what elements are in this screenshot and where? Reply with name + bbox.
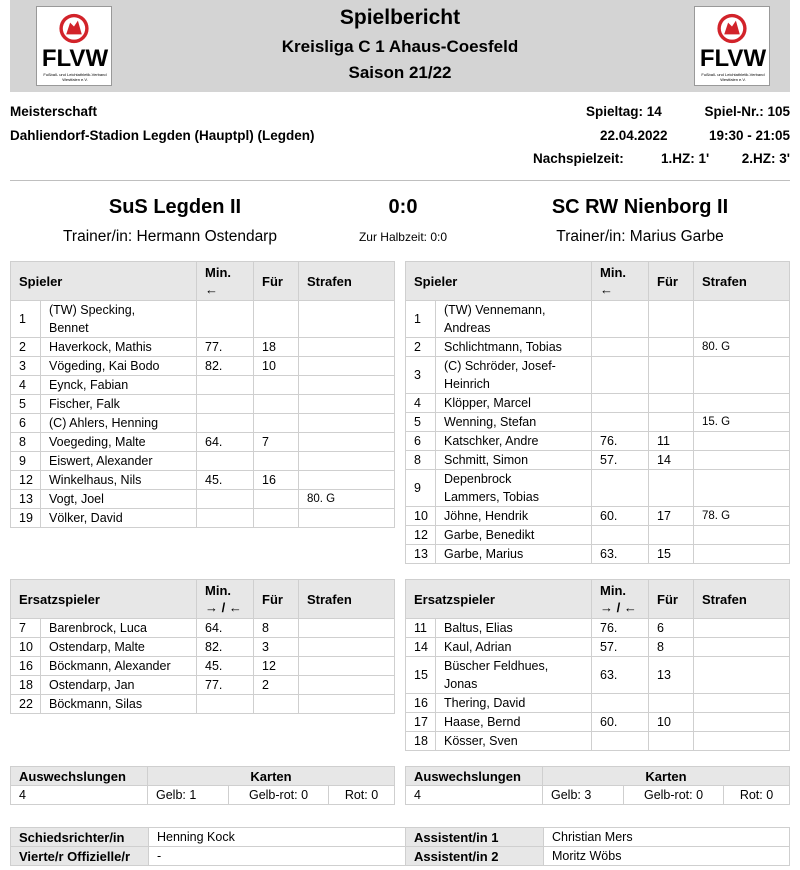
substitution-minute [592,394,649,413]
penalty [694,526,790,545]
substituted-for: 8 [254,619,299,638]
for-header: Für [254,580,299,619]
substituted-for [254,695,299,714]
referee-name: Henning Kock [149,828,406,847]
league-name: Kreisliga C 1 Ahaus-Coesfeld [281,37,519,56]
minute-header: Min. → / ← [197,580,254,619]
for-header: Für [649,262,694,301]
substituted-for [649,357,694,394]
penalty [694,619,790,638]
penalty [299,433,395,452]
substituted-for [254,452,299,471]
substituted-for: 3 [254,638,299,657]
player-name: Kösser, Sven [436,732,592,751]
match-number: Spiel-Nr.: 105 [704,104,790,119]
player-name: Jöhne, Hendrik [436,507,592,526]
substituted-for: 10 [254,357,299,376]
substituted-for: 6 [649,619,694,638]
substitution-minute [197,695,254,714]
player-name: Depenbrock Lammers, Tobias [436,470,592,507]
player-number: 8 [406,451,436,470]
player-row [406,545,790,564]
substitution-minute [197,452,254,471]
penalty: 80. G [299,490,395,509]
penalty [694,713,790,732]
player-row [11,509,395,528]
substituted-for [254,490,299,509]
venue: Dahliendorf-Stadion Legden (Hauptpl) (Legden) [10,128,315,143]
penalty [694,451,790,470]
substituted-for [254,414,299,433]
away-subs-table [405,579,790,751]
cards-header: Karten [543,767,790,786]
home-team-name: SuS Legden II [108,196,242,218]
penalty [694,694,790,713]
substitution-minute: 82. [197,638,254,657]
substitution-minute [197,376,254,395]
penalty [299,395,395,414]
substitution-minute: 45. [197,657,254,676]
player-number: 3 [406,357,436,394]
substitution-minute [197,414,254,433]
player-number: 11 [406,619,436,638]
substituted-for [649,301,694,338]
penalty [299,638,395,657]
for-header: Für [254,262,299,301]
player-name: Klöpper, Marcel [436,394,592,413]
penalty [299,619,395,638]
player-number: 12 [406,526,436,545]
penalty [299,676,395,695]
player-number: 12 [11,471,41,490]
season: Saison 21/22 [348,63,452,82]
player-row [406,357,790,394]
player-row [11,376,395,395]
player-row [406,713,790,732]
player-number: 4 [406,394,436,413]
penalty [299,376,395,395]
penalties-header: Strafen [299,580,395,619]
substituted-for [649,526,694,545]
fourth-official-name: - [149,847,406,866]
player-row [11,338,395,357]
player-row [11,433,395,452]
substituted-for: 2 [254,676,299,695]
substitution-minute [592,732,649,751]
player-name: Vogt, Joel [41,490,197,509]
player-name: Fischer, Falk [41,395,197,414]
substituted-for [254,376,299,395]
penalty: 80. G [694,338,790,357]
assistant2-label: Assistent/in 2 [406,847,544,866]
player-number: 16 [11,657,41,676]
penalties-header: Strafen [299,262,395,301]
player-row [11,657,395,676]
substitution-minute [592,413,649,432]
substitutions-count: 4 [11,786,148,805]
substitution-minute: 82. [197,357,254,376]
logo-text: FLVW [699,45,767,72]
matchday: Spieltag: 14 [586,104,662,119]
player-row [406,470,790,507]
player-name: Garbe, Benedikt [436,526,592,545]
penalty [299,509,395,528]
substituted-for [254,395,299,414]
player-row [11,471,395,490]
player-number: 10 [406,507,436,526]
penalty [299,657,395,676]
substituted-for [649,694,694,713]
player-number: 4 [11,376,41,395]
players-header: Spieler [11,262,197,301]
assistant1-label: Assistent/in 1 [406,828,544,847]
subs-header: Ersatzspieler [406,580,592,619]
minute-header: Min. ← [197,262,254,301]
player-number: 18 [406,732,436,751]
player-number: 17 [406,713,436,732]
substituted-for: 18 [254,338,299,357]
player-number: 3 [11,357,41,376]
match-time: 19:30 - 21:05 [708,128,790,143]
halftime-score: Zur Halbzeit: 0:0 [358,230,448,244]
penalty [299,357,395,376]
player-number: 19 [11,509,41,528]
player-name: Voegeding, Malte [41,433,197,452]
player-name: Haverkock, Mathis [41,338,197,357]
penalty [694,732,790,751]
substitution-minute [197,395,254,414]
substituted-for: 8 [649,638,694,657]
substituted-for [649,732,694,751]
penalty: 15. G [694,413,790,432]
player-name: Böckmann, Silas [41,695,197,714]
cards-header: Karten [148,767,395,786]
player-number: 9 [11,452,41,471]
player-number: 16 [406,694,436,713]
yellow-cards: Gelb: 1 [148,786,229,805]
player-name: Kaul, Adrian [436,638,592,657]
substituted-for: 14 [649,451,694,470]
logo-text: FLVW [41,45,109,72]
substituted-for: 17 [649,507,694,526]
player-name: Winkelhaus, Nils [41,471,197,490]
player-row [406,507,790,526]
players-header: Spieler [406,262,592,301]
substitution-minute: 57. [592,638,649,657]
player-name: Eynck, Fabian [41,376,197,395]
penalty: 78. G [694,507,790,526]
player-number: 2 [406,338,436,357]
player-row [406,619,790,638]
yellow-cards: Gelb: 3 [543,786,624,805]
player-row [406,657,790,694]
player-number: 1 [11,301,41,338]
player-name: Eiswert, Alexander [41,452,197,471]
substitution-minute: 76. [592,619,649,638]
substituted-for: 12 [254,657,299,676]
away-players-table [405,261,790,564]
player-row [11,357,395,376]
player-row [406,526,790,545]
player-name: Baltus, Elias [436,619,592,638]
penalties-header: Strafen [694,262,790,301]
player-row [406,394,790,413]
substitution-minute: 77. [197,338,254,357]
player-name: Vögeding, Kai Bodo [41,357,197,376]
home-summary-table [10,766,395,805]
player-name: Büscher Feldhues, Jonas [436,657,592,694]
minute-header: Min. → / ← [592,580,649,619]
player-row [406,413,790,432]
substitution-minute [197,490,254,509]
penalty [299,338,395,357]
report-header [10,0,790,92]
penalty [299,301,395,338]
home-subs-table [10,579,395,714]
substitution-minute [197,301,254,338]
player-number: 6 [11,414,41,433]
substitution-minute: 63. [592,657,649,694]
logo-subtext-1: Fußball- und Leichtathletik-Verband [701,72,765,77]
player-number: 1 [406,301,436,338]
away-coach: Trainer/in: Marius Garbe [556,228,724,245]
substitution-minute [592,301,649,338]
player-number: 22 [11,695,41,714]
player-number: 5 [406,413,436,432]
player-name: (C) Ahlers, Henning [41,414,197,433]
penalty [694,545,790,564]
extra-time-first-half: 1.HZ: 1' [661,151,710,166]
substitution-minute: 64. [197,619,254,638]
player-row [406,694,790,713]
substituted-for: 10 [649,713,694,732]
player-number: 18 [11,676,41,695]
substitution-minute [592,526,649,545]
player-name: Wenning, Stefan [436,413,592,432]
red-cards: Rot: 0 [724,786,790,805]
away-team-name: SC RW Nienborg II [551,196,729,218]
substituted-for: 13 [649,657,694,694]
player-row [11,301,395,338]
player-number: 13 [406,545,436,564]
home-coach: Trainer/in: Hermann Ostendarp [63,228,277,245]
player-name: Ostendarp, Malte [41,638,197,657]
substitutions-header: Auswechslungen [11,767,148,786]
substitution-minute: 60. [592,713,649,732]
substituted-for [254,509,299,528]
penalty [694,470,790,507]
player-row [11,695,395,714]
substituted-for: 11 [649,432,694,451]
substituted-for [649,338,694,357]
substituted-for [649,413,694,432]
logo-subtext-2: Westfalen e.V. [720,77,746,82]
player-name: (C) Schröder, Josef- Heinrich [436,357,592,394]
player-number: 10 [11,638,41,657]
substituted-for [649,394,694,413]
substituted-for: 15 [649,545,694,564]
player-row [406,451,790,470]
penalties-header: Strafen [694,580,790,619]
penalty [694,638,790,657]
player-row [11,490,395,509]
player-row [11,452,395,471]
player-name: (TW) Vennemann, Andreas [436,301,592,338]
player-number: 8 [11,433,41,452]
player-name: Barenbrock, Luca [41,619,197,638]
penalty [694,432,790,451]
player-number: 2 [11,338,41,357]
player-row [406,732,790,751]
red-cards: Rot: 0 [329,786,395,805]
penalty [694,301,790,338]
report-title: Spielbericht [339,6,461,29]
player-name: Thering, David [436,694,592,713]
extra-time-second-half: 2.HZ: 3' [741,151,790,166]
substitutions-count: 4 [406,786,543,805]
substitution-minute: 45. [197,471,254,490]
player-row [11,638,395,657]
substitution-minute [592,357,649,394]
substituted-for [649,470,694,507]
home-players-table [10,261,395,528]
player-row [11,619,395,638]
player-number: 13 [11,490,41,509]
penalty [299,452,395,471]
match-date: 22.04.2022 [600,128,668,143]
player-name: Garbe, Marius [436,545,592,564]
assistant2-name: Moritz Wöbs [544,847,790,866]
substitution-minute: 77. [197,676,254,695]
substituted-for [254,301,299,338]
extra-time-label: Nachspielzeit: [533,151,624,166]
substitution-minute [592,470,649,507]
logo-subtext-2: Westfalen e.V. [62,77,88,82]
penalty [694,357,790,394]
penalty [299,471,395,490]
player-row [11,676,395,695]
player-row [406,338,790,357]
player-row [11,414,395,433]
player-number: 6 [406,432,436,451]
substitution-minute [197,509,254,528]
player-name: Katschker, Andre [436,432,592,451]
player-name: Schmitt, Simon [436,451,592,470]
player-name: Ostendarp, Jan [41,676,197,695]
officials-table [10,827,790,866]
player-number: 7 [11,619,41,638]
player-row [406,638,790,657]
substitution-minute: 63. [592,545,649,564]
penalty [299,695,395,714]
divider [10,180,790,181]
substitution-minute: 76. [592,432,649,451]
referee-label: Schiedsrichter/in [11,828,149,847]
player-number: 14 [406,638,436,657]
penalty [299,414,395,433]
substitution-minute: 60. [592,507,649,526]
yellow-red-cards: Gelb-rot: 0 [229,786,329,805]
player-number: 15 [406,657,436,694]
player-name: Böckmann, Alexander [41,657,197,676]
player-name: Völker, David [41,509,197,528]
fourth-official-label: Vierte/r Offizielle/r [11,847,149,866]
subs-header: Ersatzspieler [11,580,197,619]
player-name: Schlichtmann, Tobias [436,338,592,357]
penalty [694,394,790,413]
substituted-for: 7 [254,433,299,452]
player-name: (TW) Specking, Bennet [41,301,197,338]
player-number: 5 [11,395,41,414]
substitutions-header: Auswechslungen [406,767,543,786]
final-score: 0:0 [388,196,418,218]
logo-subtext-1: Fußball- und Leichtathletik-Verband [43,72,107,77]
assistant1-name: Christian Mers [544,828,790,847]
substituted-for: 16 [254,471,299,490]
player-row [406,301,790,338]
substitution-minute [592,338,649,357]
yellow-red-cards: Gelb-rot: 0 [624,786,724,805]
player-row [406,432,790,451]
for-header: Für [649,580,694,619]
substitution-minute: 64. [197,433,254,452]
minute-header: Min. ← [592,262,649,301]
player-name: Haase, Bernd [436,713,592,732]
player-row [11,395,395,414]
penalty [694,657,790,694]
substitution-minute: 57. [592,451,649,470]
competition-type: Meisterschaft [10,104,98,119]
substitution-minute [592,694,649,713]
away-summary-table [405,766,790,805]
player-number: 9 [406,470,436,507]
